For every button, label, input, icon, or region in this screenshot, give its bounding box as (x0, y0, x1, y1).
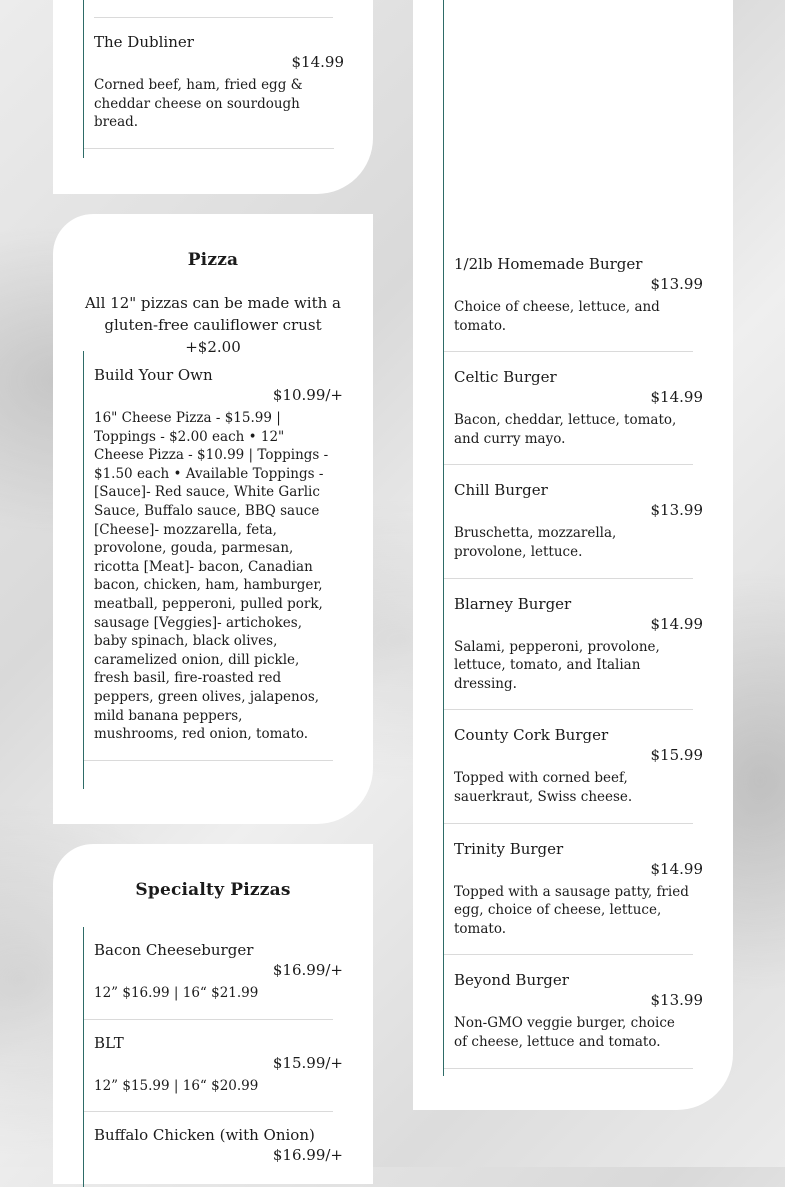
item-price: $13.99 (650, 275, 703, 293)
item-price: $14.99 (650, 388, 703, 407)
item-name: The Dubliner (94, 33, 194, 51)
item-name: Build Your Own (94, 366, 213, 384)
menu-item-county-cork-burger (444, 710, 703, 823)
section-title-specialty-pizzas: Specialty Pizzas (135, 880, 291, 900)
pizza-card (53, 214, 373, 824)
item-name: Buffalo Chicken (with Onion) (94, 1126, 315, 1145)
menu-item-homemade-burger (444, 241, 703, 352)
item-description: Corned beef, ham, fried egg & cheddar cheese on sourdough bread. (94, 77, 303, 131)
item-price: $14.99 (650, 614, 703, 633)
pizza-list (83, 351, 373, 789)
item-name: Beyond Burger (454, 971, 569, 990)
item-name: 1/2lb Homemade Burger (454, 255, 643, 273)
sandwiches-card (53, 0, 373, 194)
item-price: $10.99/+ (272, 386, 343, 404)
item-name: Blarney Burger (454, 594, 572, 613)
item-description: Topped with a sausage patty, fried egg, choice of cheese, lettuce, tomato. (454, 883, 689, 937)
item-description: Topped with corned beef, sauerkraut, Swiss cheese. (454, 770, 633, 805)
item-name: BLT (94, 1033, 124, 1052)
item-description: 12” $15.99 | 16“ $20.99 (94, 1077, 259, 1094)
item-name: County Cork Burger (454, 726, 609, 745)
item-description: Bacon, cheddar, lettuce, tomato, and curry mayo. (454, 412, 677, 447)
menu-item-the-dubliner (84, 17, 344, 149)
item-price: $15.99 (650, 746, 703, 765)
item-price: $14.99 (650, 859, 703, 878)
item-description: 12” $16.99 | 16“ $21.99 (94, 985, 259, 1001)
burgers-list (443, 0, 733, 1076)
item-name: Trinity Burger (454, 839, 564, 858)
specialty-pizzas-card (53, 844, 373, 1184)
item-name: Celtic Burger (454, 368, 557, 387)
item-description: Bruschetta, mozzarella, provolone, lettuce. (454, 525, 617, 560)
item-description: Non-GMO veggie burger, choice of cheese, lettuce and tomato. (454, 1015, 675, 1050)
menu-item-bacon-cheeseburger (84, 927, 343, 1020)
item-description: 16" Cheese Pizza - $15.99 | Toppings - $2.00 each • 12" Cheese Pizza - $10.99 | Toppings - $1.50 each • Available Toppings - [Sauce]- Red sauce, White Garlic Sauce, Buffalo sauce, BBQ sauce [Cheese]- mozzarella, feta, provolone, gouda, parmesan, ricotta [Meat]- bacon, Canadian bacon, chicken, ham, hamburger, meatball, pepperoni, pulled pork, sausage [Veggies]- artichokes, baby spinach, black olives, caramelized onion, dill pickle, fresh basil, fire-roasted red peppers, green olives, jalapenos, mild banana peppers, mushrooms, red onion, tomato. (94, 410, 329, 743)
sandwiches-list (83, 0, 373, 158)
item-name: Bacon Cheeseburger (94, 941, 254, 959)
section-title-pizza: Pizza (187, 250, 239, 270)
burgers-card (413, 0, 733, 1110)
menu-item-blarney-burger (444, 579, 703, 711)
item-price: $14.99 (291, 53, 344, 71)
item-name: Chill Burger (454, 481, 548, 500)
menu-item-build-your-own (84, 351, 343, 761)
specialty-list (83, 927, 373, 1187)
item-description: Choice of cheese, lettuce, and tomato. (454, 299, 660, 334)
item-price: $15.99/+ (272, 1053, 343, 1072)
menu-item-chill-burger (444, 465, 703, 578)
menu-item-trinity-burger (444, 824, 703, 956)
item-price: $13.99 (650, 501, 703, 520)
pizza-note: All 12" pizzas can be made with a gluten-free cauliflower crust +$2.00 (84, 294, 342, 356)
item-description: Salami, pepperoni, provolone, lettuce, tomato, and Italian dressing. (454, 638, 660, 692)
spacer (444, 0, 733, 241)
item-price: $16.99/+ (272, 961, 343, 979)
item-price: $13.99 (650, 991, 703, 1010)
item-price: $16.99/+ (272, 1146, 343, 1165)
menu-item-blt (84, 1020, 343, 1113)
menu-item-buffalo-chicken (84, 1112, 343, 1181)
menu-item-celtic-burger (444, 352, 703, 465)
menu-item-beyond-burger (444, 955, 703, 1068)
